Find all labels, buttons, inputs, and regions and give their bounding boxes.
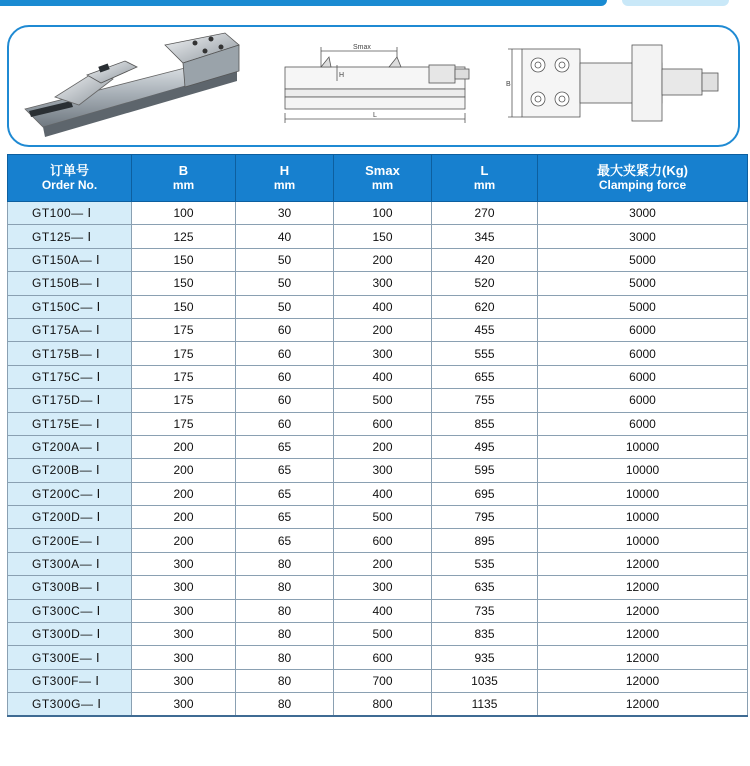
cell-h: 65 <box>236 529 334 552</box>
cell-order-no: GT175E— Ⅰ <box>8 412 132 435</box>
cell-smax: 300 <box>334 576 432 599</box>
table-row <box>8 225 748 248</box>
cell-smax: 300 <box>334 459 432 482</box>
table-row <box>8 646 748 669</box>
cell-b: 200 <box>132 506 236 529</box>
cell-b: 175 <box>132 365 236 388</box>
cell-b: 175 <box>132 342 236 365</box>
header-h <box>236 155 334 202</box>
cell-l: 595 <box>432 459 538 482</box>
cell-b: 300 <box>132 623 236 646</box>
cell-h: 80 <box>236 646 334 669</box>
cell-order-no: GT300C— Ⅰ <box>8 599 132 622</box>
cell-order-no: GT300F— Ⅰ <box>8 669 132 692</box>
cell-h: 80 <box>236 599 334 622</box>
cell-smax: 200 <box>334 248 432 271</box>
cell-h: 80 <box>236 552 334 575</box>
cell-l: 520 <box>432 272 538 295</box>
cell-h: 65 <box>236 506 334 529</box>
cell-b: 125 <box>132 225 236 248</box>
cell-clamping-force: 10000 <box>538 506 748 529</box>
cell-order-no: GT200A— Ⅰ <box>8 435 132 458</box>
header-l-title: L <box>480 163 489 178</box>
header-l <box>432 155 538 202</box>
table-row <box>8 435 748 458</box>
cell-order-no: GT175A— Ⅰ <box>8 318 132 341</box>
b-label: B <box>506 81 511 88</box>
cell-b: 300 <box>132 599 236 622</box>
cell-clamping-force: 10000 <box>538 459 748 482</box>
h-label: H <box>339 72 345 79</box>
cell-l: 535 <box>432 552 538 575</box>
cell-smax: 200 <box>334 318 432 341</box>
cell-smax: 200 <box>334 435 432 458</box>
cell-smax: 700 <box>334 669 432 692</box>
cell-smax: 400 <box>334 599 432 622</box>
header-h-unit: mm <box>273 178 296 192</box>
table-row <box>8 365 748 388</box>
cell-smax: 600 <box>334 412 432 435</box>
cell-l: 895 <box>432 529 538 552</box>
table-row <box>8 202 748 225</box>
cell-smax: 400 <box>334 295 432 318</box>
cell-h: 50 <box>236 248 334 271</box>
cell-l: 655 <box>432 365 538 388</box>
cell-order-no: GT175B— Ⅰ <box>8 342 132 365</box>
cell-h: 80 <box>236 623 334 646</box>
vise-photo <box>15 31 250 141</box>
cell-h: 65 <box>236 435 334 458</box>
header-h-title: H <box>279 163 290 178</box>
table-row <box>8 295 748 318</box>
smax-label: Smax <box>353 44 371 51</box>
cell-h: 65 <box>236 482 334 505</box>
cell-smax: 300 <box>334 342 432 365</box>
cell-h: 65 <box>236 459 334 482</box>
cell-clamping-force: 6000 <box>538 342 748 365</box>
cell-h: 60 <box>236 342 334 365</box>
header-b-title: B <box>178 163 189 178</box>
cell-b: 300 <box>132 576 236 599</box>
l-label: L <box>373 112 377 119</box>
cell-smax: 500 <box>334 623 432 646</box>
table-body <box>8 202 748 717</box>
cell-b: 200 <box>132 529 236 552</box>
cell-l: 270 <box>432 202 538 225</box>
cell-b: 300 <box>132 646 236 669</box>
cell-l: 635 <box>432 576 538 599</box>
cell-b: 200 <box>132 482 236 505</box>
cell-smax: 800 <box>334 693 432 716</box>
cell-clamping-force: 5000 <box>538 295 748 318</box>
cell-b: 300 <box>132 669 236 692</box>
table-row <box>8 248 748 271</box>
cell-b: 300 <box>132 693 236 716</box>
cell-l: 345 <box>432 225 538 248</box>
cell-clamping-force: 10000 <box>538 482 748 505</box>
cell-order-no: GT300B— Ⅰ <box>8 576 132 599</box>
cell-clamping-force: 10000 <box>538 435 748 458</box>
cell-smax: 400 <box>334 365 432 388</box>
header-b <box>132 155 236 202</box>
cell-h: 40 <box>236 225 334 248</box>
cell-clamping-force: 6000 <box>538 318 748 341</box>
cell-l: 735 <box>432 599 538 622</box>
cell-b: 200 <box>132 459 236 482</box>
table-row <box>8 342 748 365</box>
cell-order-no: GT100— Ⅰ <box>8 202 132 225</box>
header-order-no <box>8 155 132 202</box>
cell-clamping-force: 12000 <box>538 646 748 669</box>
cell-b: 150 <box>132 295 236 318</box>
table-row <box>8 459 748 482</box>
cell-clamping-force: 5000 <box>538 248 748 271</box>
cell-smax: 200 <box>334 552 432 575</box>
header-smax-title: Smax <box>365 163 400 178</box>
cell-order-no: GT200E— Ⅰ <box>8 529 132 552</box>
cell-clamping-force: 12000 <box>538 576 748 599</box>
cell-h: 50 <box>236 272 334 295</box>
header-clamping-force-title: 最大夹紧力(Kg) <box>597 163 688 178</box>
table-row <box>8 599 748 622</box>
cell-h: 60 <box>236 365 334 388</box>
table-header-row <box>8 155 748 202</box>
cell-clamping-force: 6000 <box>538 365 748 388</box>
cell-h: 60 <box>236 389 334 412</box>
cell-order-no: GT300E— Ⅰ <box>8 646 132 669</box>
cell-l: 855 <box>432 412 538 435</box>
cell-h: 80 <box>236 576 334 599</box>
table-row <box>8 482 748 505</box>
header-clamping-force-unit: Clamping force <box>598 178 687 192</box>
table-row <box>8 576 748 599</box>
cell-h: 50 <box>236 295 334 318</box>
cell-l: 555 <box>432 342 538 365</box>
cell-order-no: GT200B— Ⅰ <box>8 459 132 482</box>
cell-smax: 150 <box>334 225 432 248</box>
cell-clamping-force: 12000 <box>538 623 748 646</box>
cell-b: 200 <box>132 435 236 458</box>
cell-smax: 500 <box>334 389 432 412</box>
cell-clamping-force: 3000 <box>538 225 748 248</box>
cell-clamping-force: 12000 <box>538 552 748 575</box>
cell-order-no: GT175D— Ⅰ <box>8 389 132 412</box>
cell-b: 150 <box>132 272 236 295</box>
cell-clamping-force: 3000 <box>538 202 748 225</box>
cell-l: 755 <box>432 389 538 412</box>
cell-order-no: GT300A— Ⅰ <box>8 552 132 575</box>
cell-smax: 500 <box>334 506 432 529</box>
cell-l: 935 <box>432 646 538 669</box>
side-view-drawing <box>279 41 489 131</box>
table-row <box>8 412 748 435</box>
header-order-no-unit: Order No. <box>41 178 98 192</box>
table-row <box>8 623 748 646</box>
cell-clamping-force: 12000 <box>538 669 748 692</box>
top-banner-strip <box>0 0 607 6</box>
table-row <box>8 389 748 412</box>
cell-b: 175 <box>132 412 236 435</box>
cell-clamping-force: 5000 <box>538 272 748 295</box>
cell-order-no: GT150A— Ⅰ <box>8 248 132 271</box>
cell-smax: 600 <box>334 646 432 669</box>
cell-l: 1035 <box>432 669 538 692</box>
header-order-no-title: 订单号 <box>49 163 89 178</box>
header-smax <box>334 155 432 202</box>
table-row <box>8 529 748 552</box>
cell-l: 695 <box>432 482 538 505</box>
cell-l: 620 <box>432 295 538 318</box>
cell-b: 300 <box>132 552 236 575</box>
cell-h: 60 <box>236 412 334 435</box>
cell-l: 835 <box>432 623 538 646</box>
cell-clamping-force: 6000 <box>538 412 748 435</box>
cell-clamping-force: 10000 <box>538 529 748 552</box>
cell-order-no: GT175C— Ⅰ <box>8 365 132 388</box>
cell-l: 420 <box>432 248 538 271</box>
spec-table <box>7 154 748 717</box>
cell-l: 795 <box>432 506 538 529</box>
header-smax-unit: mm <box>371 178 394 192</box>
cell-order-no: GT300G— Ⅰ <box>8 693 132 716</box>
cell-order-no: GT300D— Ⅰ <box>8 623 132 646</box>
cell-h: 80 <box>236 669 334 692</box>
table-row <box>8 693 748 716</box>
top-banner-tab <box>622 0 729 6</box>
cell-order-no: GT150B— Ⅰ <box>8 272 132 295</box>
cell-b: 150 <box>132 248 236 271</box>
cell-b: 175 <box>132 318 236 341</box>
cell-h: 60 <box>236 318 334 341</box>
cell-l: 495 <box>432 435 538 458</box>
cell-b: 100 <box>132 202 236 225</box>
cell-smax: 300 <box>334 272 432 295</box>
header-b-unit: mm <box>172 178 195 192</box>
cell-clamping-force: 12000 <box>538 599 748 622</box>
cell-l: 1135 <box>432 693 538 716</box>
header-clamping-force <box>538 155 748 202</box>
cell-smax: 100 <box>334 202 432 225</box>
product-figure-panel <box>7 25 740 147</box>
top-view-drawing <box>504 39 729 135</box>
table-row <box>8 318 748 341</box>
header-l-unit: mm <box>473 178 496 192</box>
cell-smax: 400 <box>334 482 432 505</box>
cell-order-no: GT150C— Ⅰ <box>8 295 132 318</box>
cell-order-no: GT125— Ⅰ <box>8 225 132 248</box>
table-row <box>8 552 748 575</box>
cell-h: 30 <box>236 202 334 225</box>
cell-b: 175 <box>132 389 236 412</box>
table-row <box>8 669 748 692</box>
table-row <box>8 506 748 529</box>
cell-order-no: GT200C— Ⅰ <box>8 482 132 505</box>
cell-l: 455 <box>432 318 538 341</box>
cell-h: 80 <box>236 693 334 716</box>
cell-order-no: GT200D— Ⅰ <box>8 506 132 529</box>
cell-clamping-force: 12000 <box>538 693 748 716</box>
cell-smax: 600 <box>334 529 432 552</box>
table-row <box>8 272 748 295</box>
cell-clamping-force: 6000 <box>538 389 748 412</box>
